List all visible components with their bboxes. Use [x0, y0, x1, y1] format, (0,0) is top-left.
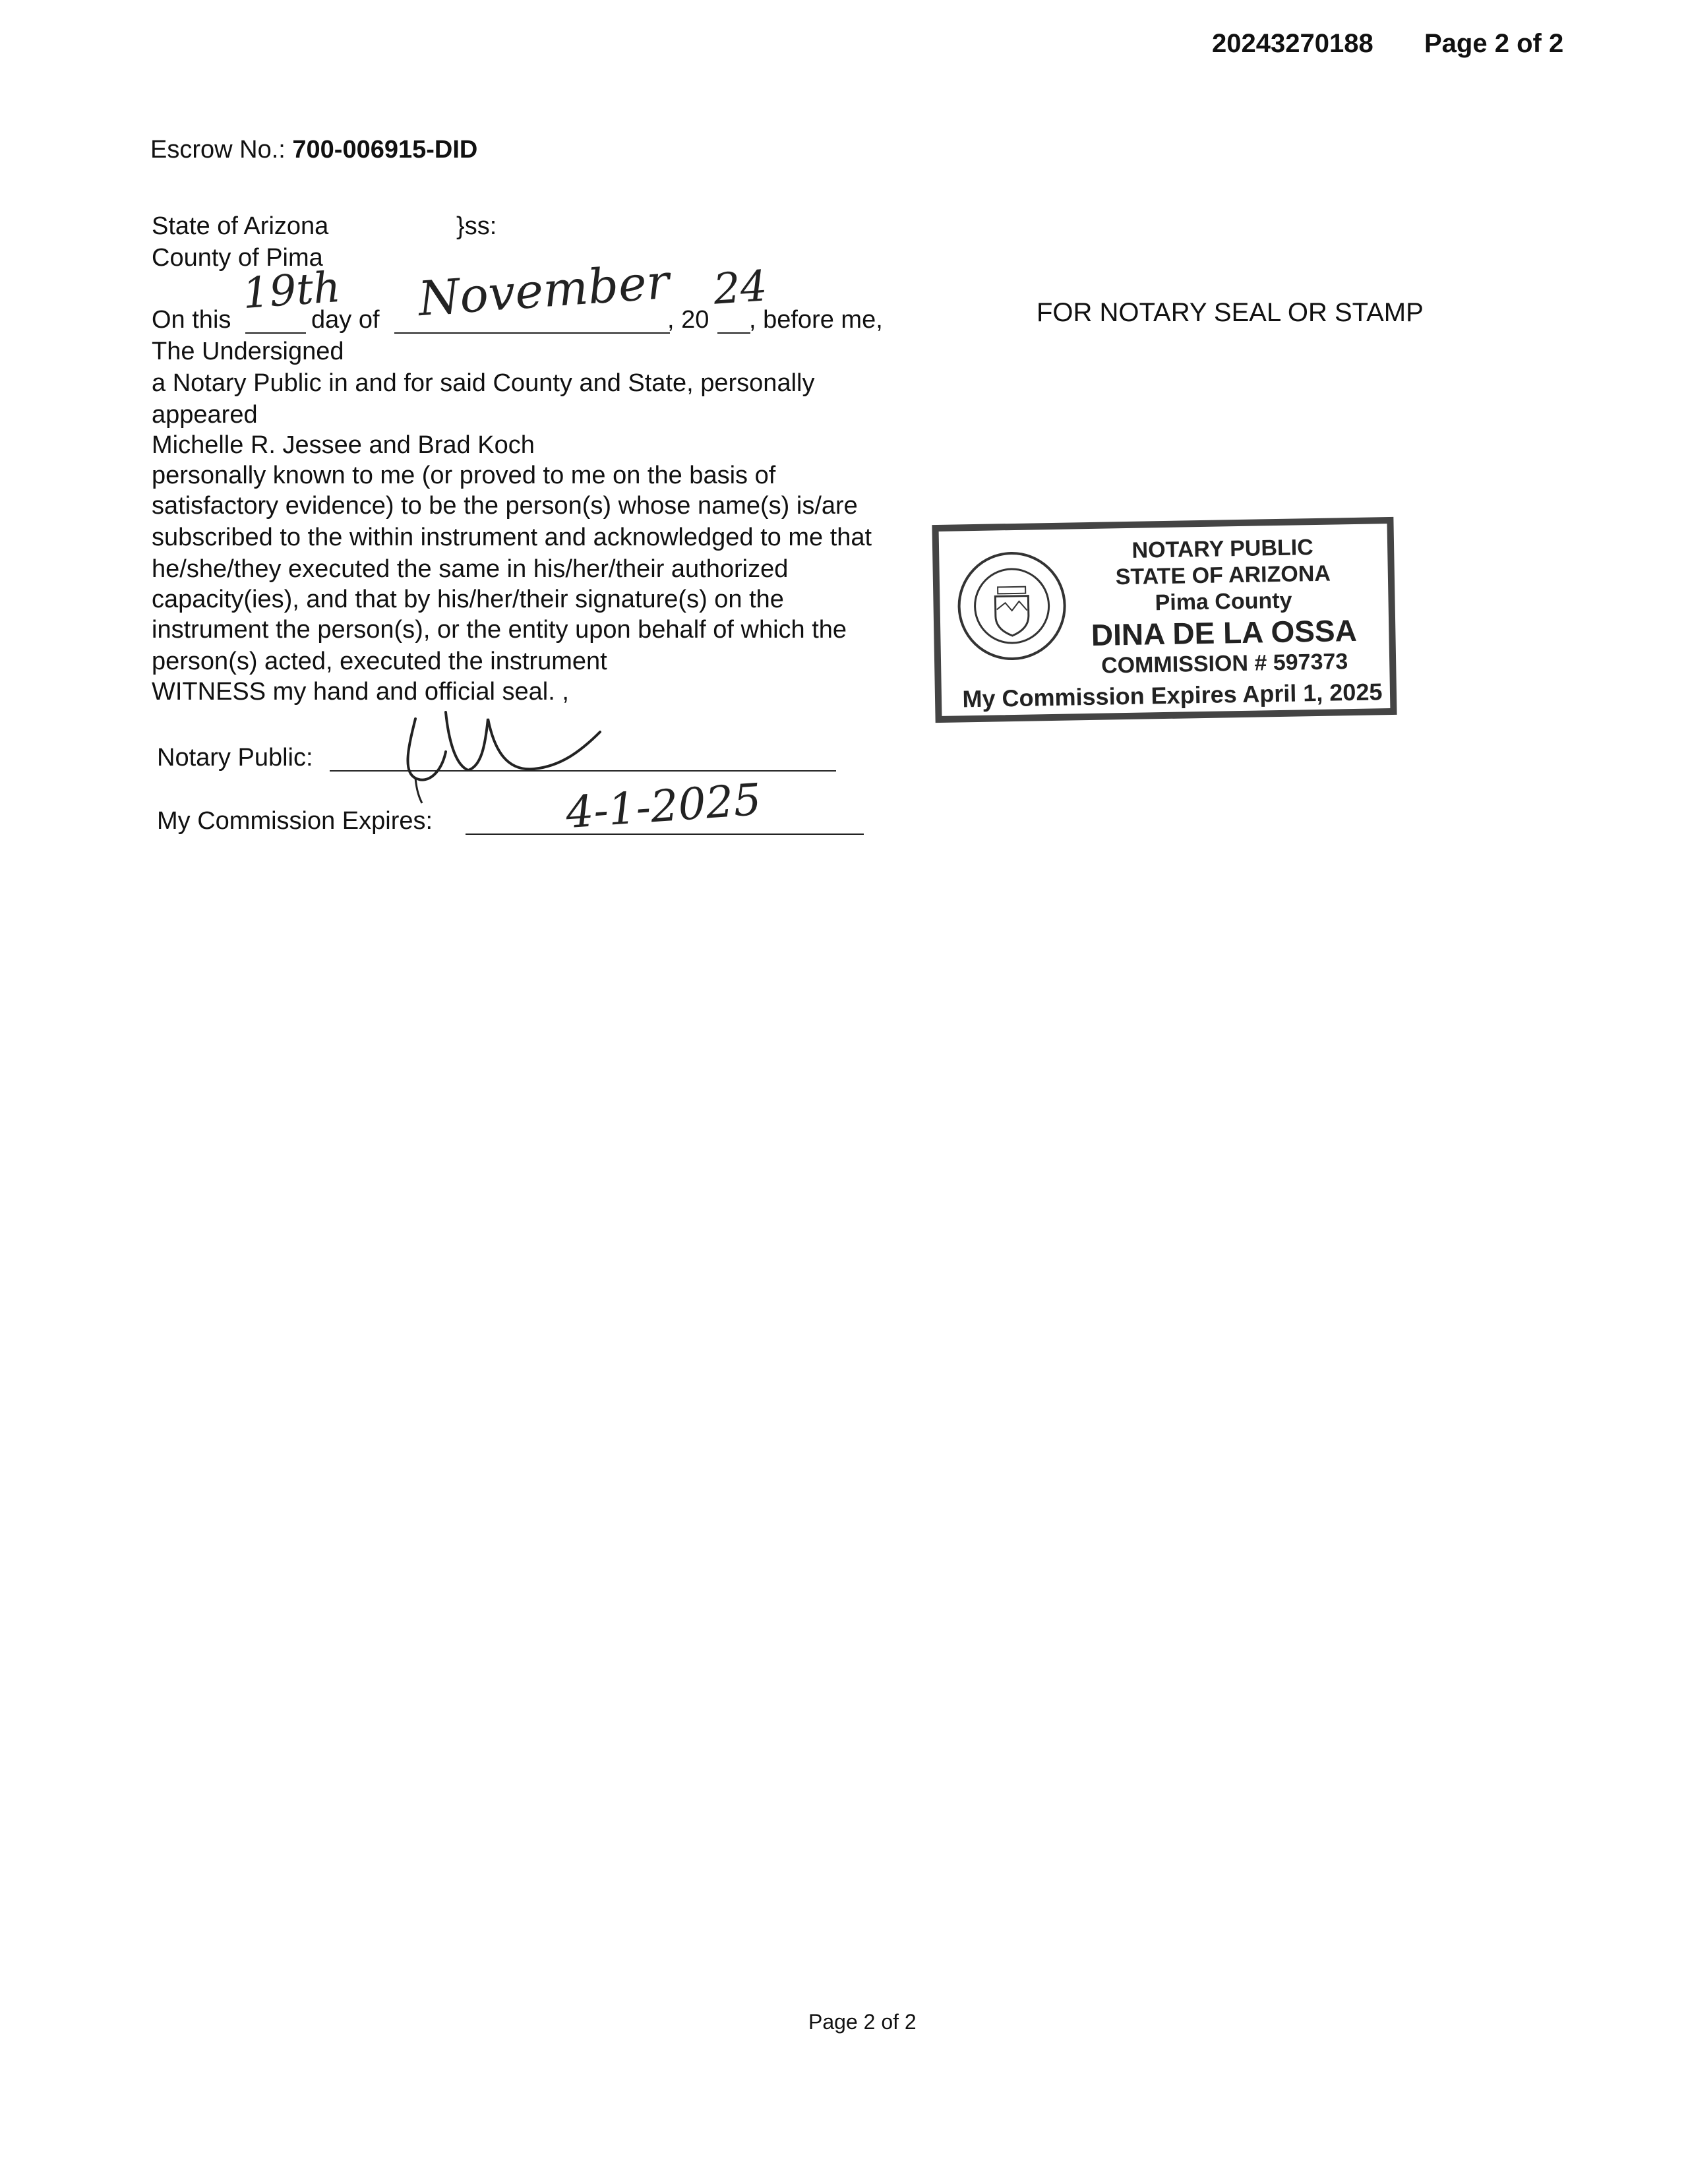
- escrow-label: Escrow No.:: [150, 136, 286, 164]
- header-page-label: Page 2 of 2: [1424, 29, 1564, 58]
- notary-stamp: [932, 517, 1397, 723]
- ack-line: appeared: [152, 401, 258, 429]
- ack-line: person(s) acted, executed the instrument: [152, 648, 607, 675]
- ack-line: instrument the person(s), or the entity upon behalf of which the: [152, 616, 847, 644]
- stamp-expires: My Commission Expires April 1, 2025: [962, 678, 1383, 713]
- footer-page-label: Page 2 of 2: [808, 2010, 917, 2034]
- stamp-county: Pima County: [1155, 588, 1292, 616]
- venue-state: State of Arizona: [152, 212, 329, 240]
- ack-line: capacity(ies), and that by his/her/their signature(s) on the: [152, 586, 784, 613]
- venue-county: County of Pima: [152, 244, 323, 272]
- arizona-seal-icon: [955, 549, 1069, 663]
- commission-expires-line: [466, 834, 864, 835]
- ack-line: he/she/they executed the same in his/her/their authorized: [152, 555, 789, 583]
- ack-line: satisfactory evidence) to be the person(s) whose name(s) is/are: [152, 492, 858, 520]
- notary-seal-label: FOR NOTARY SEAL OR STAMP: [1037, 298, 1424, 327]
- stamp-title: NOTARY PUBLIC: [1131, 535, 1314, 563]
- ack-line: WITNESS my hand and official seal. ,: [152, 678, 569, 706]
- day-handwritten: 19th: [241, 262, 342, 319]
- year-handwritten: 24: [711, 262, 769, 315]
- on-this-label: On this: [152, 306, 231, 334]
- year-prefix: , 20: [667, 306, 709, 334]
- ack-line: personally known to me (or proved to me on the basis of: [152, 462, 776, 489]
- ack-line: a Notary Public in and for said County and State, personally: [152, 369, 815, 397]
- document-number: 20243270188: [1212, 29, 1373, 58]
- ack-line: subscribed to the within instrument and acknowledged to me that: [152, 524, 872, 551]
- venue-ss: }ss:: [456, 212, 497, 240]
- stamp-commission: COMMISSION # 597373: [1100, 649, 1348, 679]
- stamp-text-block: [1071, 533, 1377, 679]
- year-underline: [717, 332, 750, 334]
- stamp-state: STATE OF ARIZONA: [1115, 561, 1331, 590]
- day-of-label: day of: [311, 306, 380, 334]
- commission-expires-handwritten: 4-1-2025: [564, 774, 763, 839]
- escrow-line: [150, 136, 477, 164]
- month-handwritten: November: [416, 253, 671, 327]
- stamp-notary-name: DINA DE LA OSSA: [1091, 613, 1358, 652]
- day-underline: [245, 332, 306, 334]
- notary-public-label: Notary Public:: [157, 744, 313, 772]
- ack-line: The Undersigned: [152, 338, 344, 365]
- month-underline: [394, 332, 670, 334]
- ack-line: Michelle R. Jessee and Brad Koch: [152, 431, 535, 459]
- escrow-number: 700-006915-DID: [292, 136, 478, 164]
- commission-expires-label: My Commission Expires:: [157, 807, 433, 835]
- before-me-label: , before me,: [749, 306, 883, 334]
